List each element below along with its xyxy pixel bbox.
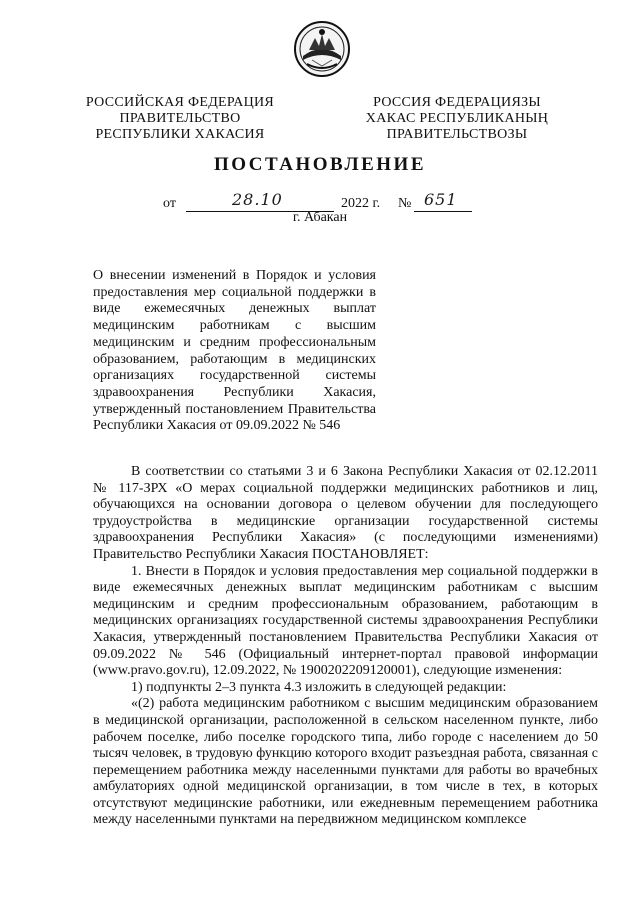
header-left [80,95,280,143]
handwritten-number: 651 [424,190,458,209]
header-right-line: РОССИЯ ФЕДЕРАЦИЯЗЫ [373,95,541,110]
number-sign: № [398,196,412,211]
header-right [362,95,552,143]
header-left-line: ПРАВИТЕЛЬСТВО [119,111,241,126]
handwritten-date: 28.10 [232,190,283,209]
document-subject: О внесении изменений в Порядок и условия предоставления мер социальной поддержки в виде ежемесячных денежных выплат медицинским работникам с высшим медицинским и средним профессиональным образованием, работающим в медицинских организациях государственной системы здравоохранения Республики Хакасия, утвержденный постановлением Правительства Республики Хакасия от 09.09.2022 № 546 [93,268,376,434]
date-number-line [0,190,640,212]
header-left-line: РОССИЙСКАЯ ФЕДЕРАЦИЯ [85,95,275,110]
year-label: 2022 г. [341,196,381,211]
header-right-line: ХАКАС РЕСПУБЛИКАНЫҢ [365,111,549,126]
body-paragraph: В соответствии со статьями 3 и 6 Закона Республики Хакасия от 02.12.2011 № 117-ЗРХ «О мерах социальной поддержки медицинских работников и лиц, обучающихся на основании договора о целевом обучении для последующего трудоустройства в медицинские организации государственной системы здравоохранения Республики Хакасия» (с последующими изменениями) Правительство Республики Хакасия ПОСТАНОВЛЯЕТ: [93,464,598,562]
document-body [93,464,598,829]
coat-of-arms-icon [293,20,351,78]
body-paragraph: «(2) работа медицинским работником с высшим медицинским образованием в медицинской организации, расположенной в сельском населенном пункте, либо рабочем поселке, либо поселке городского типа, либо городе с населением до 50 тысяч человек, в трудовую функцию которого входит разъездная работа, связанная с перемещением работника между населенными пунктами для работы во врачебных амбулаториях одной медицинской организации, в том числе в тех, в которых отсутствуют медицинские работники, или ежедневным перемещением работника между населенными пунктами на передвижном медицинском комплексе [93,696,598,828]
header-right-line: ПРАВИТЕЛЬСТВОЗЫ [386,127,528,142]
document-title: ПОСТАНОВЛЕНИЕ [213,154,427,175]
header-left-line: РЕСПУБЛИКИ ХАКАСИЯ [95,127,265,142]
body-paragraph: 1. Внести в Порядок и условия предоставления мер социальной поддержки в виде ежемесячных денежных выплат медицинским работникам с высшим медицинским и средним профессиональным образованием, работающим в медицинских организациях государственной системы здравоохранения Республики Хакасия, утвержденный постановлением Правительства Республики Хакасия от 09.09.2022 № 546 (Официальный интернет-портал правовой информации (www.pravo.gov.ru), 12.09.2022, № 1900202209120001), следующие изменения: [93,563,598,679]
date-prefix: от [163,196,176,211]
city-label: г. Абакан [292,210,348,225]
body-paragraph: 1) подпункты 2–3 пункта 4.3 изложить в следующей редакции: [131,679,507,695]
